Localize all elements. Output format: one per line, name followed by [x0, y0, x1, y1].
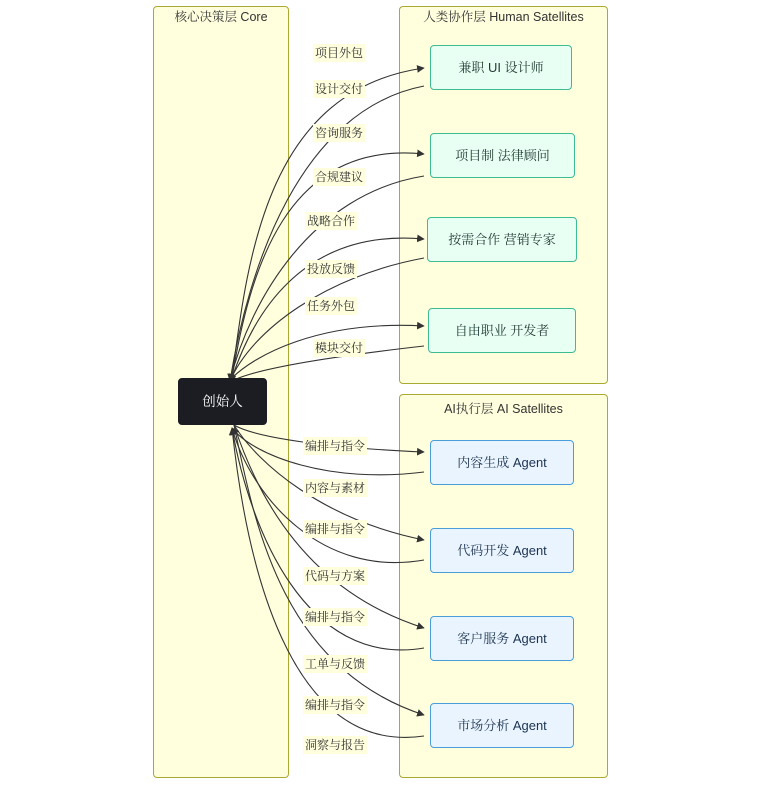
- node-customer-service-agent[interactable]: [430, 616, 574, 661]
- cluster-core-title: 核心决策层 Core: [174, 10, 268, 24]
- edge-label-founder-a1: 编排与指令: [305, 439, 366, 453]
- edge-label-founder-h1: 项目外包: [315, 46, 364, 60]
- node-label: 兼职 UI 设计师: [458, 59, 544, 75]
- edge-label-founder-h3: 战略合作: [307, 214, 356, 228]
- cluster-ai-title: AI执行层 AI Satellites: [444, 402, 563, 416]
- edge-label-h3-founder: 投放反馈: [307, 262, 356, 276]
- node-on-demand-marketing-expert[interactable]: [427, 217, 577, 262]
- node-founder-label: 创始人: [202, 393, 243, 409]
- node-label: 客户服务 Agent: [457, 630, 547, 646]
- node-label: 自由职业 开发者: [454, 322, 550, 338]
- edge-label-a4-founder: 洞察与报告: [305, 738, 366, 752]
- node-content-generation-agent[interactable]: [430, 440, 574, 485]
- node-label: 项目制 法律顾问: [455, 147, 550, 163]
- edge-label-a1-founder: 内容与素材: [305, 481, 366, 495]
- edge-label-h4-founder: 模块交付: [315, 341, 364, 355]
- node-label: 市场分析 Agent: [457, 717, 547, 733]
- edge-label-h2-founder: 合规建议: [315, 170, 364, 184]
- node-market-analysis-agent[interactable]: [430, 703, 574, 748]
- edge-label-founder-h4: 任务外包: [307, 299, 356, 313]
- edge-label-founder-h2: 咨询服务: [315, 126, 364, 140]
- node-project-legal-counsel[interactable]: [430, 133, 575, 178]
- edge-label-a2-founder: 代码与方案: [305, 569, 366, 583]
- edge-label-founder-a3: 编排与指令: [305, 610, 366, 624]
- edge-label-founder-a2: 编排与指令: [305, 522, 366, 536]
- edge-label-h1-founder: 设计交付: [315, 82, 364, 96]
- node-label: 按需合作 营销专家: [448, 231, 556, 247]
- node-label: 内容生成 Agent: [457, 454, 547, 470]
- edge-label-a3-founder: 工单与反馈: [305, 657, 366, 671]
- node-freelance-developer[interactable]: [428, 308, 576, 353]
- cluster-human-title: 人类协作层 Human Satellites: [423, 10, 584, 24]
- node-founder[interactable]: [178, 378, 267, 425]
- node-part-time-ui-designer[interactable]: [430, 45, 572, 90]
- edge-label-founder-a4: 编排与指令: [305, 698, 366, 712]
- node-label: 代码开发 Agent: [457, 542, 547, 558]
- node-code-development-agent[interactable]: [430, 528, 574, 573]
